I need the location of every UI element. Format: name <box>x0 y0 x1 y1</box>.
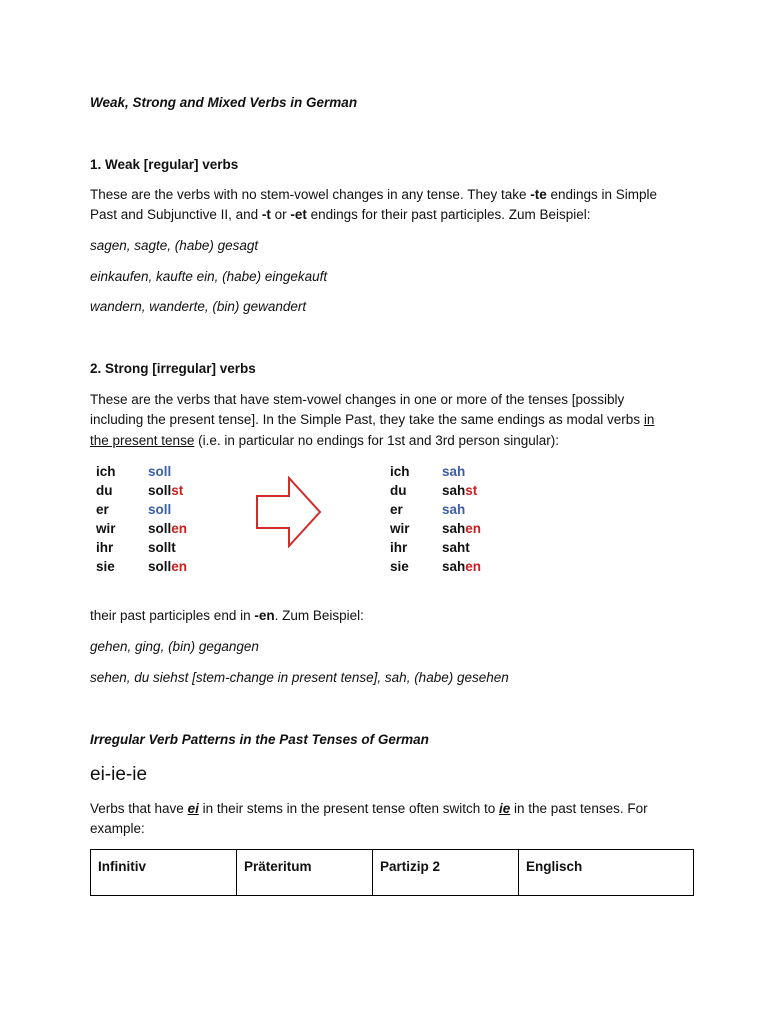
table-header-cell: Infinitiv <box>91 850 237 896</box>
strong-example: sehen, du siehst [stem-change in present tense], sah, (habe) gesehen <box>90 670 509 685</box>
verb-pattern-table <box>90 849 694 896</box>
weak-verbs-heading: 1. Weak [regular] verbs <box>90 157 239 172</box>
weak-paragraph-line-1: These are the verbs with no stem-vowel changes in any tense. They take -te endings in Simple <box>90 187 658 202</box>
conjugation-row: wir sollen <box>96 521 188 536</box>
patterns-heading: Irregular Verb Patterns in the Past Tenses of German <box>90 732 429 747</box>
conjugation-row: wir sahen <box>390 521 482 536</box>
table-header-row <box>91 850 694 896</box>
strong-verbs-heading: 2. Strong [irregular] verbs <box>90 361 256 376</box>
conjugation-row: er soll <box>96 502 172 517</box>
document-title: Weak, Strong and Mixed Verbs in German <box>90 95 358 110</box>
conjugation-row: er sah <box>390 502 466 517</box>
strong-paragraph-line-2: including the present tense]. In the Simple Past, they take the same endings as modal verbs in <box>90 412 655 427</box>
right-arrow-icon <box>255 476 323 548</box>
table-header-cell: Präteritum <box>237 850 373 896</box>
modal-conjugation-table <box>96 462 187 576</box>
strong-paragraph-line-3: the present tense (i.e. in particular no endings for 1st and 3rd person singular): <box>90 433 560 448</box>
conjugation-row: sie sahen <box>390 559 482 574</box>
weak-paragraph-line-2: Past and Subjunctive II, and -t or -et endings for their past participles. Zum Beispiel: <box>90 207 591 222</box>
patterns-paragraph-line-1: Verbs that have ei in their stems in the present tense often switch to ie in the past tenses. For <box>90 801 648 816</box>
conjugation-row: sie sollen <box>96 559 188 574</box>
conjugation-row: ihr saht <box>390 540 470 555</box>
table-header-cell: Englisch <box>519 850 694 896</box>
conjugation-row: du sahst <box>390 483 478 498</box>
pattern-subheading: ei-ie-ie <box>90 764 148 785</box>
strong-conjugation-table <box>390 462 481 576</box>
past-participle-note: their past participles end in -en. Zum Beispiel: <box>90 608 364 623</box>
conjugation-row: ich sah <box>390 464 466 479</box>
patterns-paragraph-line-2: example: <box>90 821 145 836</box>
weak-example: sagen, sagte, (habe) gesagt <box>90 238 259 253</box>
strong-paragraph-line-1: These are the verbs that have stem-vowel changes in one or more of the tenses [possibly <box>90 392 625 407</box>
weak-example: wandern, wanderte, (bin) gewandert <box>90 299 307 314</box>
table-header-cell: Partizip 2 <box>373 850 519 896</box>
conjugation-row: ihr sollt <box>96 540 176 555</box>
conjugation-row: ich soll <box>96 464 172 479</box>
strong-example: gehen, ging, (bin) gegangen <box>90 639 259 654</box>
conjugation-row: du sollst <box>96 483 184 498</box>
weak-example: einkaufen, kaufte ein, (habe) eingekauft <box>90 269 328 284</box>
